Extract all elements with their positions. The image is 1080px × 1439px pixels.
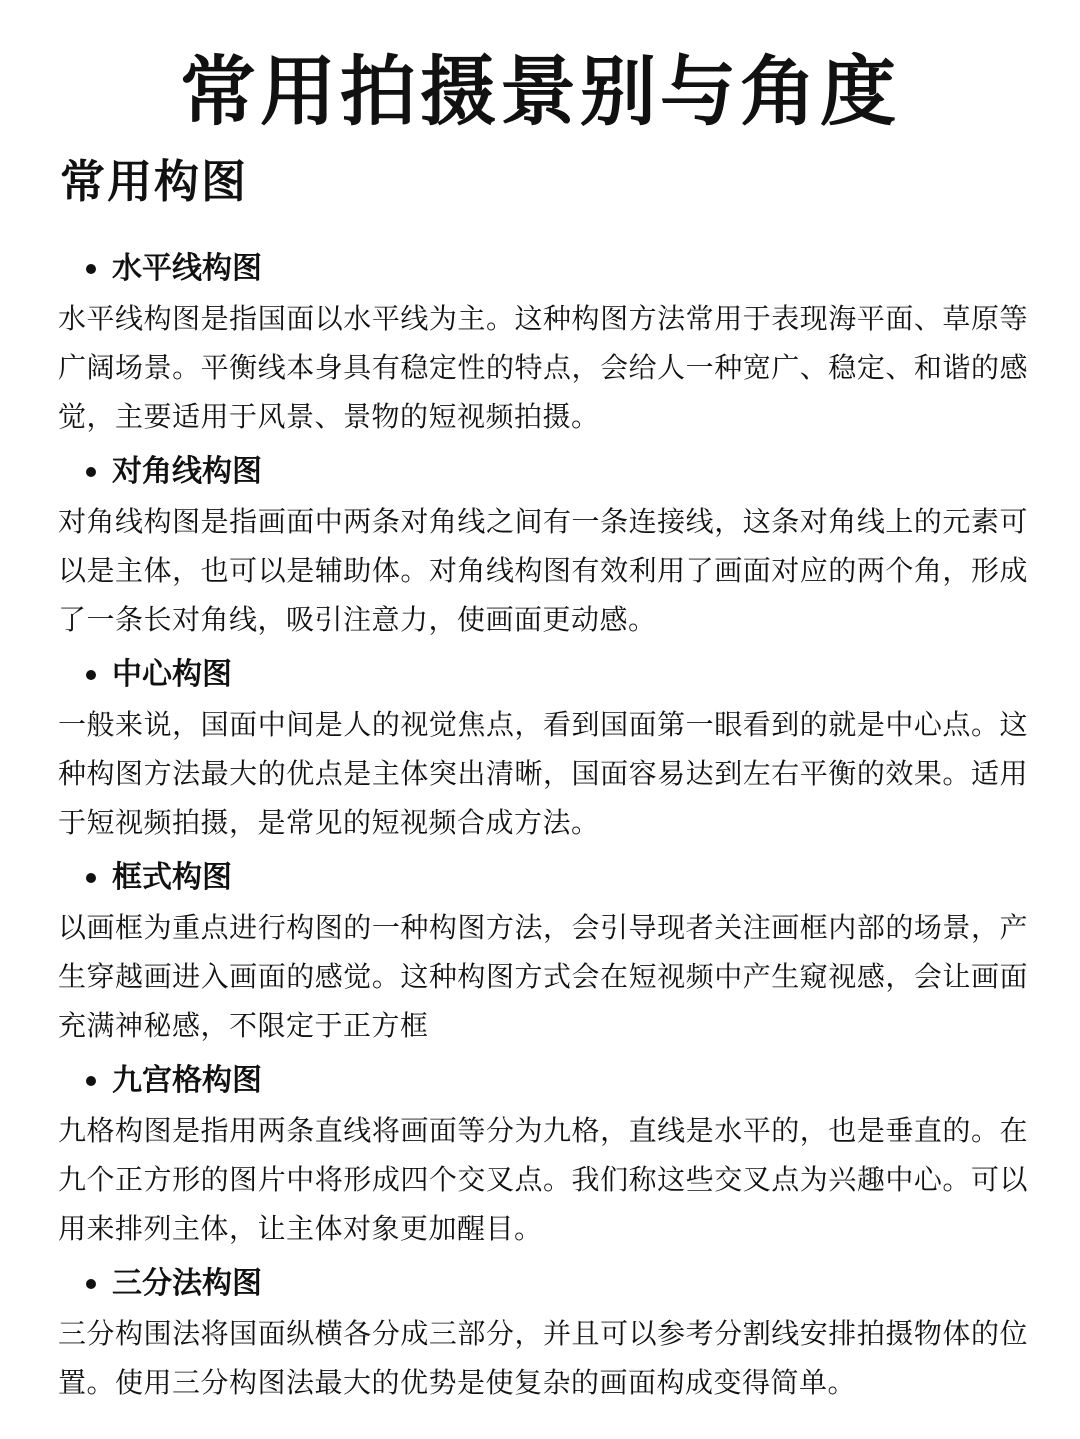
item-heading: 框式构图	[112, 860, 232, 895]
item-body: 水平线构图是指国面以水平线为主。这种构图方法常用于表现海平面、草原等广阔场景。平衡线本身具有稳定性的特点，会给人一种宽广、稳定、和谐的感觉，主要适用于风景、景物的短视频拍摄。	[58, 302, 1028, 433]
item-heading: 三分法构图	[112, 1266, 262, 1301]
composition-item-horizontal	[58, 244, 1028, 441]
item-body: 以画框为重点进行构图的一种构图方法，会引导现者关注画框内部的场景，产生穿越画进入画面的感觉。这种构图方式会在短视频中产生窥视感，会让画面充满神秘感，不限定于正方框	[58, 911, 1028, 1042]
bullet-icon	[86, 873, 96, 883]
bullet-icon	[86, 1076, 96, 1086]
composition-item-nine-grid	[58, 1056, 1028, 1253]
item-body: 对角线构图是指画面中两条对角线之间有一条连接线，这条对角线上的元素可以是主体，也可以是辅助体。对角线构图有效利用了画面对应的两个角，形成了一条长对角线，吸引注意力，使画面更动感。	[58, 505, 1028, 636]
page-title: 常用拍摄景别与角度	[180, 47, 900, 136]
composition-list	[58, 244, 1028, 1413]
bullet-icon	[86, 264, 96, 274]
item-heading: 九宫格构图	[112, 1063, 262, 1098]
section-title: 常用构图	[60, 155, 249, 208]
item-heading: 水平线构图	[112, 251, 262, 286]
composition-item-thirds	[58, 1259, 1028, 1407]
item-body: 三分构围法将国面纵横各分成三部分，并且可以参考分割线安排拍摄物体的位置。使用三分构图法最大的优势是使复杂的画面构成变得简单。	[58, 1317, 1028, 1399]
composition-item-center	[58, 650, 1028, 847]
composition-item-frame	[58, 853, 1028, 1050]
bullet-icon	[86, 670, 96, 680]
item-heading: 对角线构图	[112, 454, 262, 489]
bullet-icon	[86, 467, 96, 477]
composition-item-diagonal	[58, 447, 1028, 644]
item-body: 九格构图是指用两条直线将画面等分为九格，直线是水平的，也是垂直的。在九个正方形的图片中将形成四个交叉点。我们称这些交叉点为兴趣中心。可以用来排列主体，让主体对象更加醒目。	[58, 1114, 1028, 1245]
item-heading: 中心构图	[112, 657, 232, 692]
item-body: 一般来说，国面中间是人的视觉焦点，看到国面第一眼看到的就是中心点。这种构图方法最大的优点是主体突出清晰，国面容易达到左右平衡的效果。适用于短视频拍摄，是常见的短视频合成方法。	[58, 708, 1028, 839]
bullet-icon	[86, 1279, 96, 1289]
